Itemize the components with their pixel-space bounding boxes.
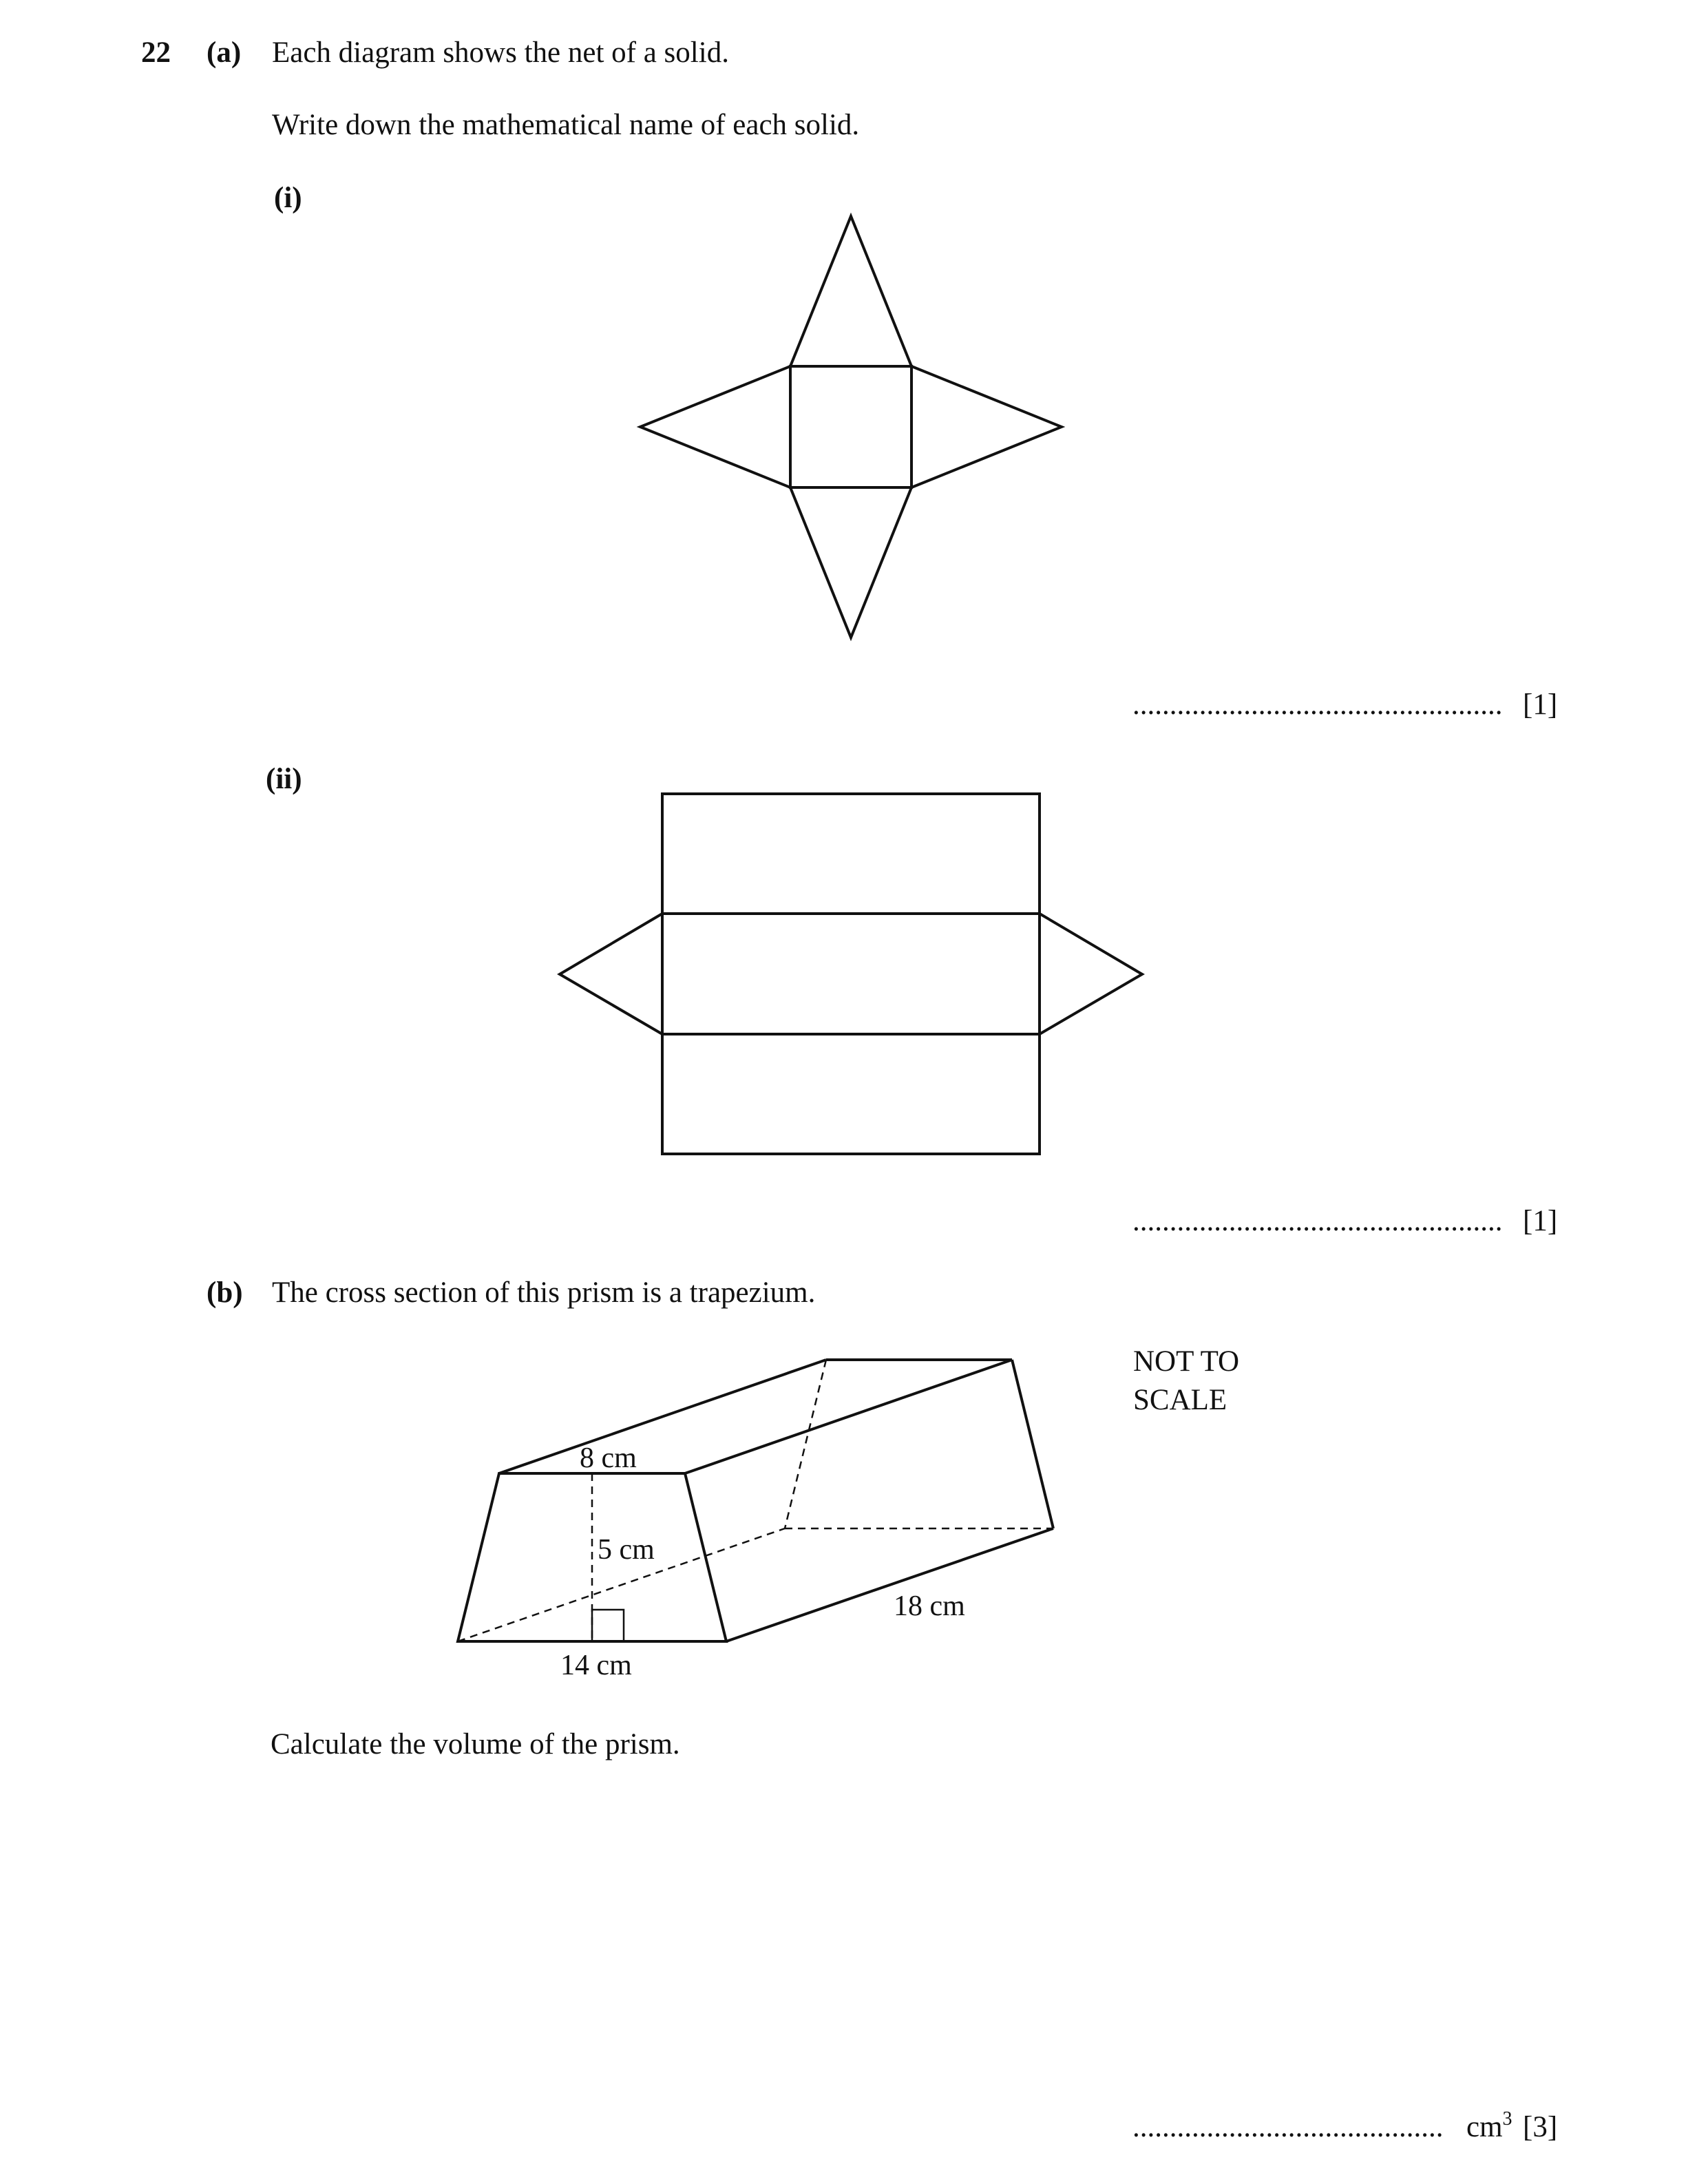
part-b-instruction: Calculate the volume of the prism.: [271, 1728, 680, 1760]
pyramid-face-bottom: [790, 487, 911, 638]
part-a-instruction: Write down the mathematical name of each solid.: [272, 109, 860, 141]
answer-unit: [1466, 2108, 1512, 2143]
marks-ii: [1]: [1523, 1205, 1558, 1237]
sub-i-label: (i): [274, 182, 302, 214]
prism-top-edge-right: [685, 1360, 1012, 1473]
prism-top-edge-left: [499, 1360, 826, 1473]
part-a-label: (a): [207, 36, 242, 69]
answer-line-ii[interactable]: ..................................................: [1132, 1205, 1503, 1237]
part-b-label: (b): [207, 1276, 243, 1309]
prism-triangle-right: [1040, 914, 1142, 1034]
prism-bottom-edge-right: [726, 1528, 1053, 1641]
pyramid-face-top: [790, 216, 911, 366]
pyramid-base-square: [790, 366, 911, 487]
prism-back-right-edge: [1012, 1360, 1053, 1528]
hidden-back-left-edge: [785, 1360, 826, 1528]
prism-front-face: [458, 1473, 726, 1641]
marks-i: [1]: [1523, 688, 1558, 721]
not-to-scale-line2: SCALE: [1133, 1384, 1227, 1416]
answer-line-i[interactable]: ..................................................: [1132, 688, 1503, 721]
dim-base-label: 14 cm: [560, 1650, 632, 1681]
dim-top-label: 8 cm: [580, 1442, 637, 1474]
unit-text: cm: [1466, 2111, 1503, 2143]
question-number: 22: [141, 36, 171, 69]
sub-ii-label: (ii): [266, 763, 302, 795]
not-to-scale-line1: NOT TO: [1133, 1345, 1240, 1378]
dim-height-label: 5 cm: [598, 1534, 655, 1566]
prism-rect-bottom: [662, 1034, 1040, 1154]
part-a-intro: Each diagram shows the net of a solid.: [272, 36, 729, 69]
pyramid-face-left: [640, 366, 790, 487]
right-angle-marker: [592, 1610, 624, 1641]
marks-b: [3]: [1523, 2111, 1558, 2143]
prism-rect-middle: [662, 914, 1040, 1034]
prism-triangle-left: [560, 914, 662, 1034]
unit-power: 3: [1502, 2108, 1512, 2130]
prism-rect-top: [662, 794, 1040, 914]
pyramid-face-right: [911, 366, 1062, 487]
dim-length-label: 18 cm: [894, 1590, 965, 1622]
part-b-intro: The cross section of this prism is a trapezium.: [272, 1276, 816, 1309]
answer-line-b[interactable]: ..........................................: [1132, 2111, 1444, 2143]
